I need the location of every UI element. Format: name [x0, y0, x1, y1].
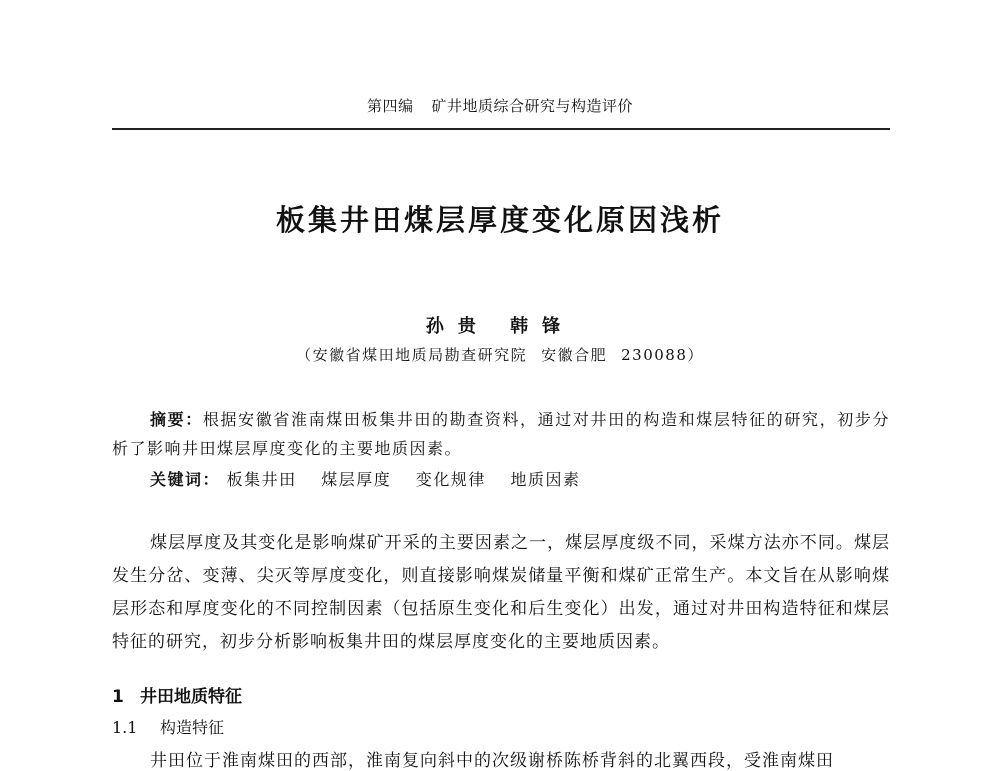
subsection-number: 1.1 [112, 718, 138, 737]
section-heading [112, 682, 242, 707]
section-title: 井田地质特征 [140, 687, 242, 707]
authors: 孙贵 韩锋 [425, 316, 575, 337]
keyword-item: 地质因素 [510, 470, 581, 489]
affiliation-location: 安徽合肥 [541, 346, 608, 364]
abstract-text: 根据安徽省淮南煤田板集井田的勘查资料，通过对井田的构造和煤层特征的研究，初步分析了影响井田煤层厚度变化的主要地质因素。 [112, 410, 890, 458]
header-rule [112, 128, 890, 130]
affiliation [0, 344, 1000, 365]
subsection-heading [112, 715, 224, 738]
body-text-cut-off: 井田位于淮南煤田的西部，淮南复向斜中的次级谢桥陈桥背斜的北翼西段，受淮南煤田 [150, 751, 834, 771]
affiliation-org: （安徽省煤田地质局勘查研究院 [296, 346, 528, 364]
abstract [112, 405, 890, 463]
abstract-label: 摘要： [150, 410, 203, 429]
running-head-section: 矿井地质综合研究与构造评价 [431, 97, 634, 115]
section-number: 1 [112, 687, 124, 707]
intro-paragraph: 煤层厚度及其变化是影响煤矿开采的主要因素之一，煤层厚度级不同，采煤方法亦不同。煤层发生分岔、变薄、尖灭等厚度变化，则直接影响煤炭储量平衡和煤矿正常生产。本文旨在从影响煤层形态和厚度变化的不同控制因素（包括原生变化和后生变化）出发，通过对井田构造特征和煤层特征的研究，初步分析影响板集井田的煤层厚度变化的主要地质因素。 [112, 533, 890, 652]
running-head [0, 95, 1000, 116]
keyword-item: 煤层厚度 [321, 470, 392, 489]
running-head-part: 第四编 [366, 97, 414, 115]
keywords-label: 关键词： [150, 470, 221, 489]
keyword-item: 板集井田 [226, 470, 297, 489]
subsection-title: 构造特征 [160, 718, 225, 737]
keywords [150, 467, 598, 490]
keyword-item: 变化规律 [415, 470, 486, 489]
affiliation-postcode: 230088） [621, 346, 704, 364]
article-title: 板集井田煤层厚度变化原因浅析 [275, 203, 724, 237]
